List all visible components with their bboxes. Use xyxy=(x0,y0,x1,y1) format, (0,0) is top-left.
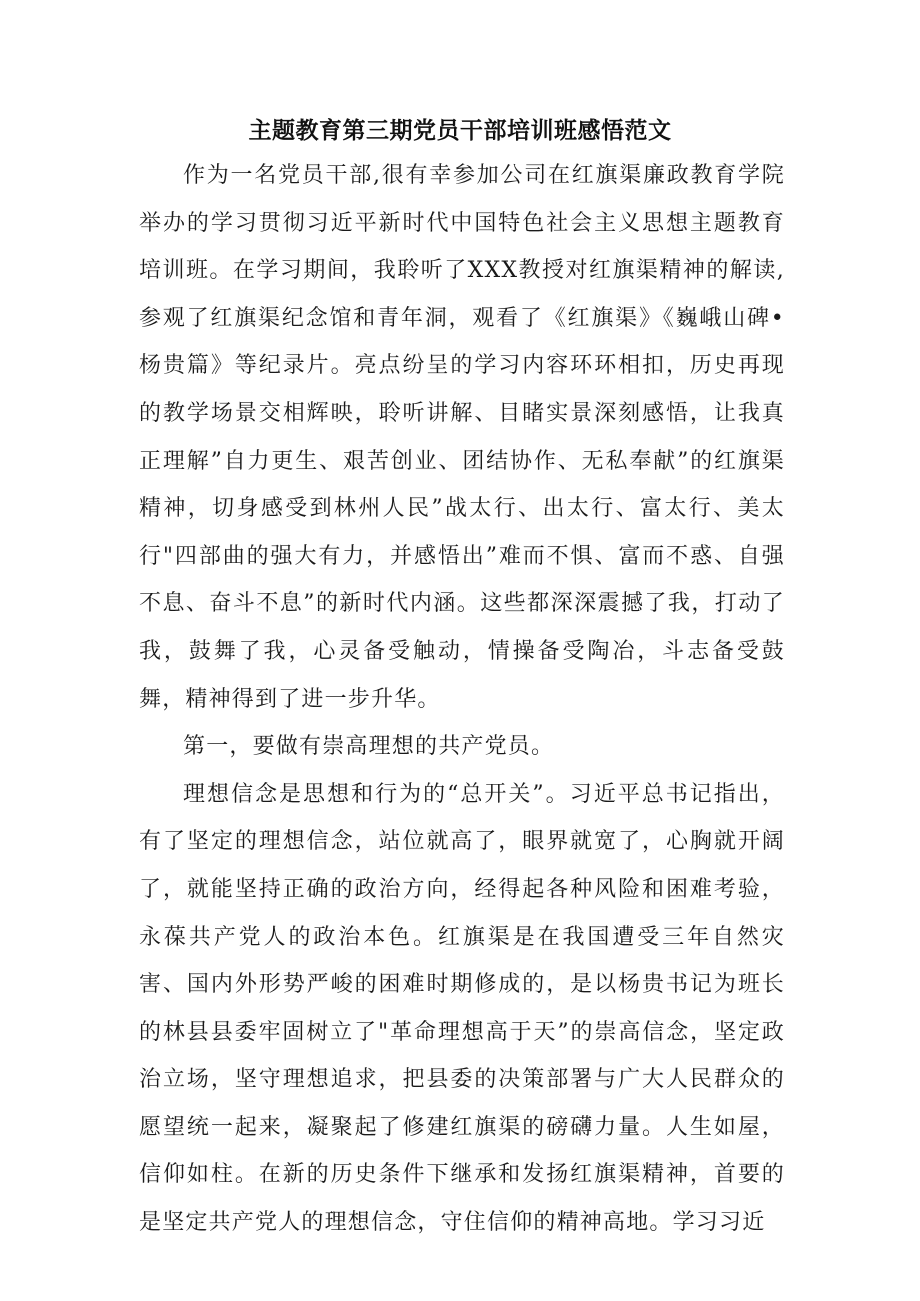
document-body xyxy=(139,152,785,1247)
paragraph-ideals: 理想信念是思想和行为的“总开关”。习近平总书记指出，有了坚定的理想信念，站位就高了，眼界就宽了，心胸就开阔了，就能坚持正确的政治方向，经得起各种风险和困难考验，永葆共产党人的政治本色。红旗渠是在我国遭受三年自然灾害、国内外形势严峻的困难时期修成的，是以杨贵书记为班长的林县县委牢固树立了"革命理想高于天”的崇高信念，坚定政治立场，坚守理想追求，把县委的决策部署与广大人民群众的愿望统一起来，凝聚起了修建红旗渠的磅礴力量。人生如屋，信仰如柱。在新的历史条件下继承和发扬红旗渠精神，首要的是坚定共产党人的理想信念，守住信仰的精神高地。学习习近 xyxy=(139,781,785,1236)
paragraph-intro: 作为一名党员干部,很有幸参加公司在红旗渠廉政教育学院举办的学习贯彻习近平新时代中国特色社会主义思想主题教育培训班。在学习期间，我聆听了XXX教授对红旗渠精神的解读,参观了红旗渠纪念馆和青年洞，观看了《红旗渠》《巍峨山碑•杨贵篇》等纪录片。亮点纷呈的学习内容环环相扣，历史再现的教学场景交相辉映，聆听讲解、目睹实景深刻感悟，让我真正理解”自力更生、艰苦创业、团结协作、无私奉献”的红旗渠精神，切身感受到林州人民”战太行、出太行、富太行、美太行"四部曲的强大有力，并感悟出”难而不惧、富而不惑、自强不息、奋斗不息”的新时代内涵。这些都深深震撼了我，打动了我，鼓舞了我，心灵备受触动，情操备受陶冶，斗志备受鼓舞，精神得到了进一步升华。 xyxy=(139,163,785,712)
paragraph-heading-first: 第一，要做有崇高理想的共产党员。 xyxy=(183,734,555,760)
document-title: 主题教育第三期党员干部培训班感悟范文 xyxy=(248,118,672,144)
